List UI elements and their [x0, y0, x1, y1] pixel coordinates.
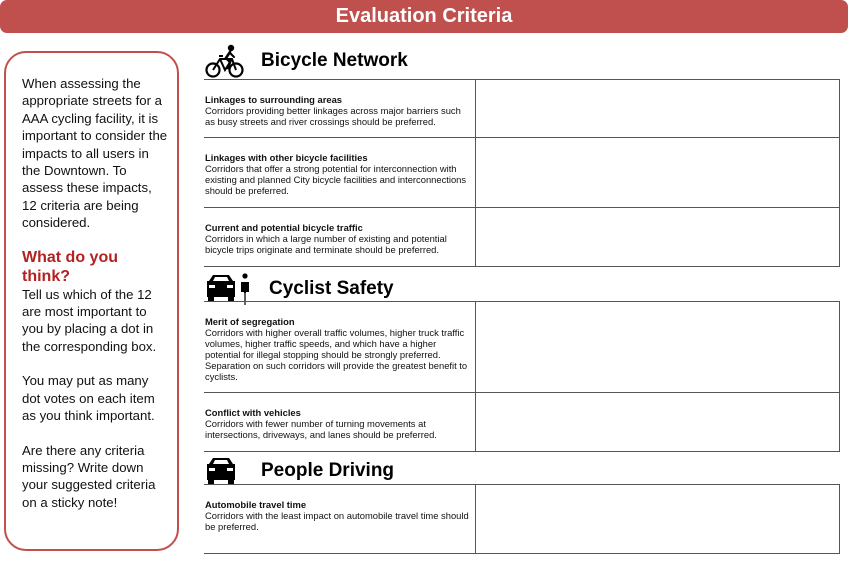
question-heading: What do you think? [22, 248, 118, 285]
section-bicycle-network [205, 44, 408, 78]
car-icon [205, 454, 245, 488]
table-row [204, 302, 840, 393]
criterion-description [204, 302, 476, 393]
votes-note: You may put as many dot votes on each item as you think important. [22, 373, 155, 424]
section-title: Cyclist Safety [269, 278, 394, 299]
criteria-table-cyclist-safety [204, 301, 840, 452]
table-row [204, 393, 840, 452]
criterion-text: Corridors with fewer number of turning movements at intersections, driveways, and lanes should be preferred. [205, 418, 437, 440]
vote-box[interactable] [476, 485, 840, 554]
vote-box[interactable] [476, 302, 840, 393]
instructions-panel [4, 51, 179, 551]
criteria-table-people-driving [204, 484, 840, 554]
criteria-table-bicycle-network [204, 79, 840, 267]
criterion-text: Corridors that offer a strong potential for interconnection with existing and planned City bicycle facilities and interconnections should be preferred. [205, 163, 467, 196]
criterion-description [204, 393, 476, 452]
criterion-text: Corridors providing better linkages across major barriers such as busy streets and river crossings should be preferred. [205, 105, 461, 127]
criterion-title: Conflict with vehicles [205, 407, 301, 418]
header-banner [0, 0, 848, 33]
criterion-title: Merit of segregation [205, 316, 295, 327]
table-row [204, 208, 840, 267]
criterion-description [204, 80, 476, 138]
criterion-description [204, 138, 476, 208]
vote-box[interactable] [476, 138, 840, 208]
intro-text: When assessing the appropriate streets for a AAA cycling facility, it is important to consider the impacts to all users in the Downtown. To assess these impacts, 12 criteria are being considered. [22, 76, 168, 231]
criterion-description [204, 485, 476, 554]
section-title: People Driving [261, 460, 395, 481]
criterion-text: Corridors with the least impact on automobile travel time should be preferred. [205, 510, 469, 532]
vote-box[interactable] [476, 393, 840, 452]
cyclist-icon [205, 44, 245, 78]
table-row [204, 80, 840, 138]
section-title: Bicycle Network [261, 50, 408, 71]
section-people-driving [205, 454, 394, 488]
table-row [204, 138, 840, 208]
criterion-text: Corridors with higher overall traffic volumes, higher truck traffic volumes, higher traffic speeds, and which have a higher potential for illegal stopping should be strongly preferred. Separation on such corridors will provide the greatest benefit to cyclists. [205, 327, 468, 382]
criterion-title: Linkages to surrounding areas [205, 94, 343, 105]
criterion-text: Corridors in which a large number of existing and potential bicycle trips originate and terminate should be preferred. [205, 233, 447, 255]
vote-box[interactable] [476, 208, 840, 267]
table-row [204, 485, 840, 554]
criterion-description [204, 208, 476, 267]
instruction-text: Tell us which of the 12 are most important to you by placing a dot in the corresponding box. [22, 286, 157, 354]
criterion-title: Automobile travel time [205, 499, 307, 510]
page-title: Evaluation Criteria [335, 5, 513, 27]
vote-box[interactable] [476, 80, 840, 138]
missing-criteria-note: Are there any criteria missing? Write down your suggested criteria on a sticky note! [22, 442, 156, 510]
criterion-title: Current and potential bicycle traffic [205, 222, 363, 233]
criterion-title: Linkages with other bicycle facilities [205, 152, 368, 163]
